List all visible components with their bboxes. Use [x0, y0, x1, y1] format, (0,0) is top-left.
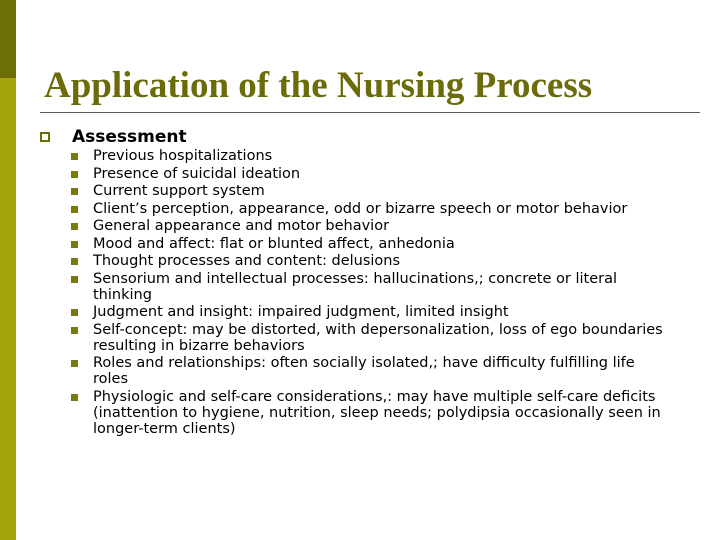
list-item-text: Self-concept: may be distorted, with depersonalization, loss of ego boundaries resulting in bizarre behaviors: [93, 321, 663, 354]
square-bullet-icon: [71, 188, 78, 195]
list-item: [62, 271, 700, 305]
section-heading: Assessment: [72, 127, 187, 147]
section-assessment: [40, 126, 700, 148]
list-item-text: Judgment and insight: impaired judgment, limited insight: [93, 304, 509, 320]
square-bullet-icon: [71, 327, 78, 334]
list-item-text: Client’s perception, appearance, odd or bizarre speech or motor behavior: [93, 200, 628, 217]
square-bullet-icon: [71, 153, 78, 160]
square-bullet-icon: [71, 223, 78, 230]
square-bullet-icon: [71, 309, 78, 316]
list-item-text: Thought processes and content: delusions: [93, 253, 401, 269]
list-item-text: Presence of suicidal ideation: [93, 165, 301, 182]
title-divider: [40, 112, 700, 113]
square-bullet-icon: [71, 276, 78, 283]
left-accent-bar-top: [0, 0, 16, 78]
square-bullet-icon: [71, 171, 78, 178]
hollow-square-bullet-icon: [40, 132, 50, 142]
list-item-text: Current support system: [93, 183, 265, 199]
list-item: [62, 304, 700, 322]
list-item: [62, 389, 700, 439]
list-item-text: Roles and relationships: often socially isolated,; have difficulty fulfilling life roles: [93, 355, 635, 387]
list-item: [62, 355, 700, 389]
list-item: [62, 253, 700, 271]
list-item-text: Previous hospitalizations: [93, 148, 273, 164]
slide-title: Application of the Nursing Process: [44, 65, 593, 106]
list-item: [62, 218, 700, 236]
square-bullet-icon: [71, 241, 78, 248]
list-item: [62, 148, 700, 166]
square-bullet-icon: [71, 360, 78, 367]
list-item: [62, 322, 700, 356]
list-item-text: Physiologic and self-care considerations,: may have multiple self-care deficits (inattention to hygiene, nutrition, sleep needs; polydipsia occasionally seen in longer-term clients): [93, 388, 661, 437]
list-item-text: Mood and affect: flat or blunted affect, anhedonia: [93, 235, 455, 252]
square-bullet-icon: [71, 206, 78, 213]
list-item: [62, 166, 700, 184]
square-bullet-icon: [71, 258, 78, 265]
list-item-text: General appearance and motor behavior: [93, 218, 390, 234]
slide-body: [40, 126, 700, 438]
list-item: [62, 201, 700, 219]
square-bullet-icon: [71, 394, 78, 401]
list-item-text: Sensorium and intellectual processes: hallucinations,; concrete or literal thinking: [93, 270, 618, 303]
left-accent-bar: [0, 0, 16, 540]
list-item: [62, 236, 700, 254]
assessment-list: [40, 148, 700, 438]
list-item: [62, 183, 700, 201]
